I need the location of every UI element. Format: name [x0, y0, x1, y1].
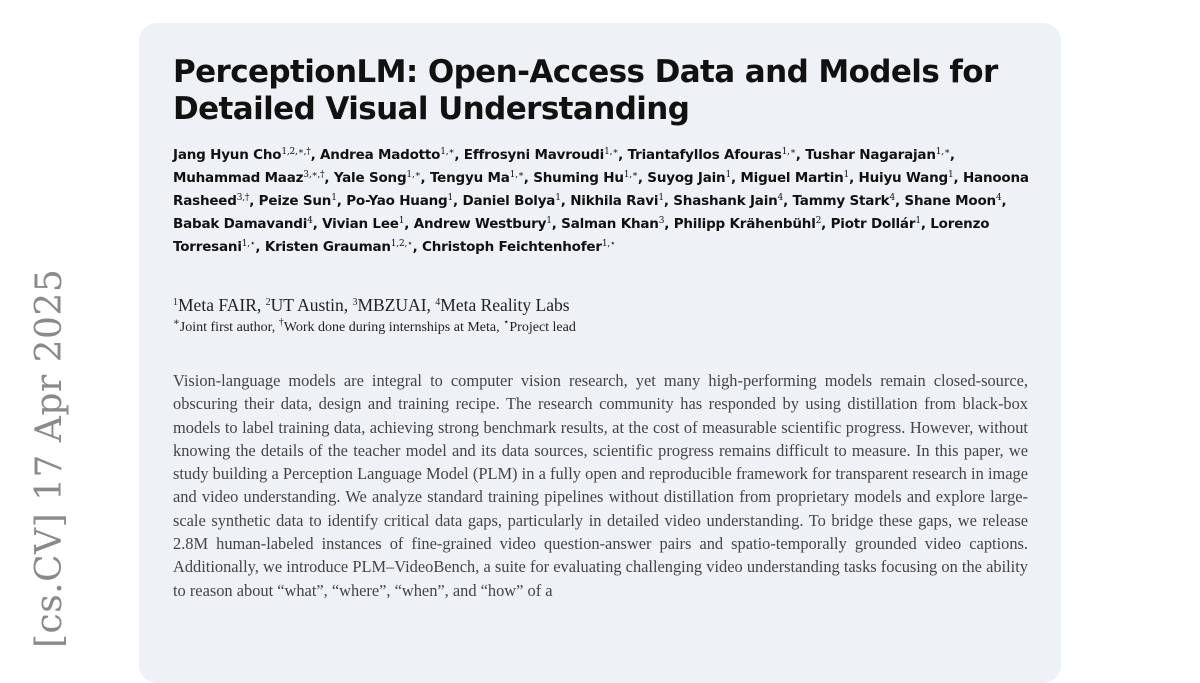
author-affiliation-marks: 3 — [658, 216, 665, 226]
note-mark: ⋆ — [503, 317, 510, 328]
author-name: Andrew Westbury — [413, 216, 547, 232]
author-affiliation-marks: 1 — [843, 170, 850, 180]
affiliation-text: MBZUAI — [357, 295, 427, 315]
author-name: Tengyu Ma — [429, 170, 510, 186]
author-affiliation-marks: 1 — [398, 216, 405, 226]
author-name: Babak Damavandi — [173, 216, 308, 232]
author-name: Huiyu Wang — [858, 170, 948, 186]
paper-title: PerceptionLM: Open-Access Data and Models for Detailed Visual Understanding — [173, 54, 998, 127]
author-name: Yale Song — [333, 170, 407, 186]
affiliation-text: Meta FAIR — [178, 295, 257, 315]
author-name: Suyog Jain — [647, 170, 726, 186]
author-name: Vivian Lee — [322, 216, 399, 232]
author-list: Jang Hyun Cho$^{1,2,∗,\dagger}$, Andrea Madotto$^{1,∗}$, Effrosyni Mavroudi$^{1,∗}$, Triantafyllos Afouras$^{1,∗}$, Tushar Nagarajan$^{1,∗}$, Muhammad Maaz$^{3,∗,\dagger}$, Yale Song$^{1,∗}$, Tengyu $Ma^{1,∗}$, Shuming $Hu^{1,∗}$, Suyog Jain$^1$, Miguel Martin$^1$, Huiyu Wang$^1$, Hanoona Rasheed$^{3,\dagger}$, Peize Sun$^1$, Po-Yao Huang$^1$, Daniel Bolya$^1$, Nikhila Ravi$^1$, Shashank Jain$^4$, Tammy Stark$^4$, Shane Moon$^4$, Babak Damavandi$^4$, Vivian Lee$^1$, Andrew Westbury$^1$, Salman Khan$^3$, Philipp Krähenbühl$^2$, Piotr Dollár$^1$, Lorenzo Torresani$^{1,⋆}$, Kristen Grauman$^{1,2,⋆}$, Christoph Feichtenhofer$^{1,⋆}$ — [173, 147, 1029, 255]
affiliation-text: UT Austin — [270, 295, 344, 315]
author-name: Kristen Grauman — [264, 239, 391, 255]
author-name: Triantafyllos Afouras — [627, 147, 782, 163]
note-text: Project lead — [509, 320, 576, 335]
author-name: Salman Khan — [561, 216, 659, 232]
author-affiliation-marks: 1 — [447, 193, 454, 203]
author-affiliation-marks: 1 — [915, 216, 921, 226]
author-name: Po-Yao Huang — [346, 193, 448, 209]
note-mark: ∗ — [173, 317, 180, 328]
abstract-text: Vision-language models are integral to computer vision research, yet many high-performing models remain closed-source, obscuring their data, design and training recipe. The research community has responded by using distillation from black-box models to label training data, achieving strong benchmark results, at the cost of measurable scientific progress. However, without knowing the details of the teacher model and its data sources, scientific progress remains difficult to measure. In this paper, we study building a Perception Language Model (PLM) in a fully open and reproducible framework for transparent research in image and video understanding. We analyze standard training pipelines without distillation from proprietary models and explore large-scale synthetic data to identify critical data gaps, particularly in detailed video understanding. To bridge these gaps, we release 2.8M human-labeled instances of fine-grained video question-answer pairs and spatio-temporally grounded video captions. Additionally, we introduce PLM–VideoBench, a suite for evaluating challenging video understanding tasks focusing on the ability to reason about “what”, “where”, “when”, and “how” of a — [173, 371, 1028, 600]
author-affiliation-marks: 3,† — [236, 193, 250, 203]
author-name: Peize Sun — [258, 193, 332, 209]
author-affiliation-marks: 1,∗ — [440, 147, 455, 157]
author-notes: ∗Joint first author, †Work done during internships at Meta, ⋆Project lead — [173, 317, 576, 335]
author-affiliation-marks: 1 — [947, 170, 954, 180]
author-affiliation-marks: 2 — [815, 216, 822, 226]
author-name: Daniel Bolya — [462, 193, 556, 209]
arxiv-side-stamp: [cs.CV] 17 Apr 2025 — [29, 268, 70, 648]
author-affiliation-marks: 1,∗ — [781, 147, 796, 157]
affiliation-mark: 2 — [265, 297, 271, 308]
author-affiliation-marks: 1 — [331, 193, 337, 203]
author-name: Shane Moon — [904, 193, 996, 209]
author-affiliation-marks: 4 — [995, 193, 1002, 203]
note-mark: † — [278, 317, 284, 328]
author-affiliation-marks: 1,∗ — [509, 170, 524, 180]
affiliation-text: Meta Reality Labs — [440, 295, 570, 315]
author-name: Muhammad Maaz — [173, 170, 304, 186]
affiliation-mark: 1 — [173, 297, 178, 308]
author-affiliation-marks: 1,⋆ — [241, 239, 256, 249]
author-name: Lorenzo Torresani — [173, 216, 990, 255]
author-name: Shashank Jain — [673, 193, 778, 209]
author-name: Piotr Dollár — [830, 216, 916, 232]
affiliation-mark: 3 — [352, 297, 358, 308]
author-affiliation-marks: 4 — [777, 193, 784, 203]
author-affiliation-marks: 4 — [307, 216, 313, 226]
author-affiliation-marks: 4 — [889, 193, 895, 203]
author-affiliation-marks: 1,∗ — [935, 147, 950, 157]
author-name: Christoph Feichtenhofer — [422, 239, 602, 255]
author-name: Philipp Krähenbühl — [673, 216, 816, 232]
author-name: Hanoona Rasheed — [173, 170, 1029, 209]
author-name: Jang Hyun Cho — [173, 147, 282, 163]
affiliations-block — [173, 293, 1033, 339]
author-affiliation-marks: 1,2,⋆ — [390, 239, 413, 249]
author-affiliation-marks: 1,⋆ — [601, 239, 616, 249]
affiliation-mark: 4 — [435, 297, 441, 308]
author-name: Miguel Martin — [740, 170, 844, 186]
author-affiliation-marks: 1,∗ — [406, 170, 421, 180]
author-name: Tushar Nagarajan — [805, 147, 936, 163]
author-name: Tammy Stark — [792, 193, 890, 209]
author-name: Nikhila Ravi — [570, 193, 659, 209]
author-name: Shuming Hu — [533, 170, 624, 186]
author-affiliation-marks: 1 — [658, 193, 664, 203]
author-affiliation-marks: 1 — [725, 170, 731, 180]
affiliation-line: $^1$Meta FAIR, $^2$UT Austin, $^3$MBZUAI, $^4$Meta Reality Labs — [173, 295, 570, 315]
note-text: Work done during internships at Meta — [283, 320, 497, 335]
author-affiliation-marks: 3,∗,† — [303, 170, 325, 180]
author-affiliation-marks: 1,∗ — [604, 147, 619, 157]
author-affiliation-marks: 1 — [555, 193, 561, 203]
author-affiliation-marks: 1,2,∗,† — [281, 147, 311, 157]
author-name: Effrosyni Mavroudi — [463, 147, 605, 163]
author-affiliation-marks: 1 — [546, 216, 552, 226]
author-name: Andrea Madotto — [320, 147, 441, 163]
author-affiliation-marks: 1,∗ — [623, 170, 638, 180]
note-text: Joint first author — [179, 320, 272, 335]
